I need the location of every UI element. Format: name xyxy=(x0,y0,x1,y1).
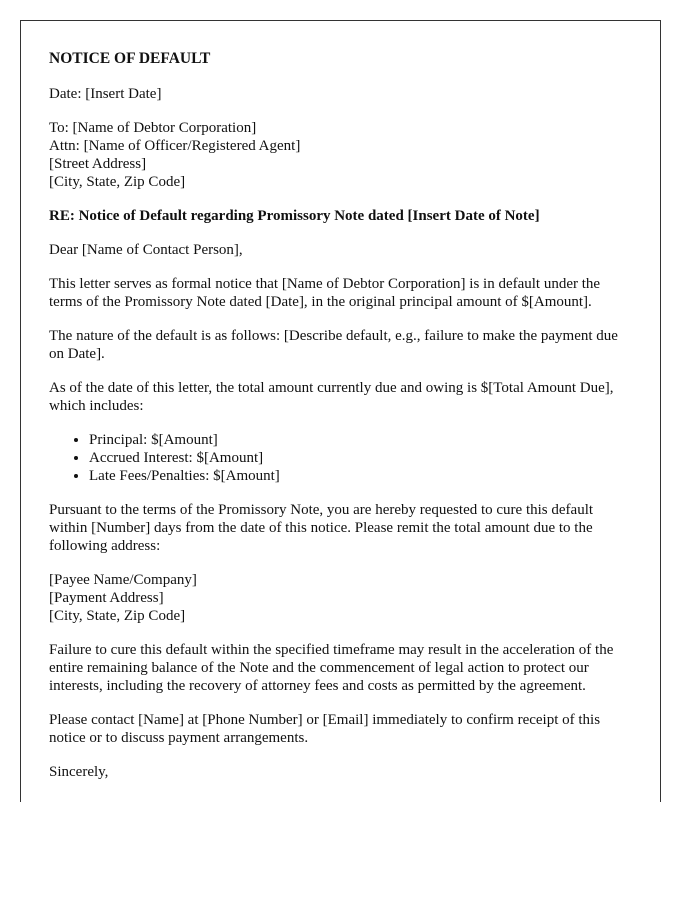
list-item: • Late Fees/Penalties: $[Amount] xyxy=(89,467,632,485)
address-line: [City, State, Zip Code] xyxy=(49,174,186,190)
address-line: [Street Address] xyxy=(49,156,147,172)
document-title: NOTICE OF DEFAULT xyxy=(49,50,211,67)
recipient-address xyxy=(49,119,632,191)
letter-page xyxy=(20,20,661,802)
paragraph-amount-due: As of the date of this letter, the total amount currently due and owing is $[Total Amount Due], which includes: xyxy=(49,380,614,414)
date-line: Date: [Insert Date] xyxy=(49,86,162,102)
paragraph-default-nature: The nature of the default is as follows: [Describe default, e.g., failure to make the payment due on Date]. xyxy=(49,328,618,362)
payee-line: [Payee Name/Company] xyxy=(49,572,197,588)
payee-line: [City, State, Zip Code] xyxy=(49,608,186,624)
paragraph-contact: Please contact [Name] at [Phone Number] or [Email] immediately to confirm receipt of this notice or to discuss payment arrangements. xyxy=(49,712,601,746)
paragraph-default-notice: This letter serves as formal notice that [Name of Debtor Corporation] is in default under the terms of the Promissory Note dated [Date], in the original principal amount of $[Amount]. xyxy=(49,276,601,310)
closing: Sincerely, xyxy=(49,764,109,780)
paragraph-cure-request: Pursuant to the terms of the Promissory Note, you are hereby requested to cure this default within [Number] days from the date of this notice. Please remit the total amount due to the following address: xyxy=(49,502,594,554)
subject-line: RE: Notice of Default regarding Promissory Note dated [Insert Date of Note] xyxy=(49,208,540,224)
payee-line: [Payment Address] xyxy=(49,590,164,606)
payee-address xyxy=(49,571,632,625)
list-item: • Principal: $[Amount] xyxy=(89,431,632,449)
salutation: Dear [Name of Contact Person], xyxy=(49,242,243,258)
paragraph-consequences: Failure to cure this default within the specified timeframe may result in the acceleration of the entire remaining balance of the Note and the commencement of legal action to protect our interests, including the recovery of attorney fees and costs as permitted by the agreement. xyxy=(49,642,614,694)
address-line: To: [Name of Debtor Corporation] xyxy=(49,120,257,136)
list-item: • Accrued Interest: $[Amount] xyxy=(89,449,632,467)
address-line: Attn: [Name of Officer/Registered Agent] xyxy=(49,138,301,154)
amount-breakdown-list xyxy=(49,431,632,485)
